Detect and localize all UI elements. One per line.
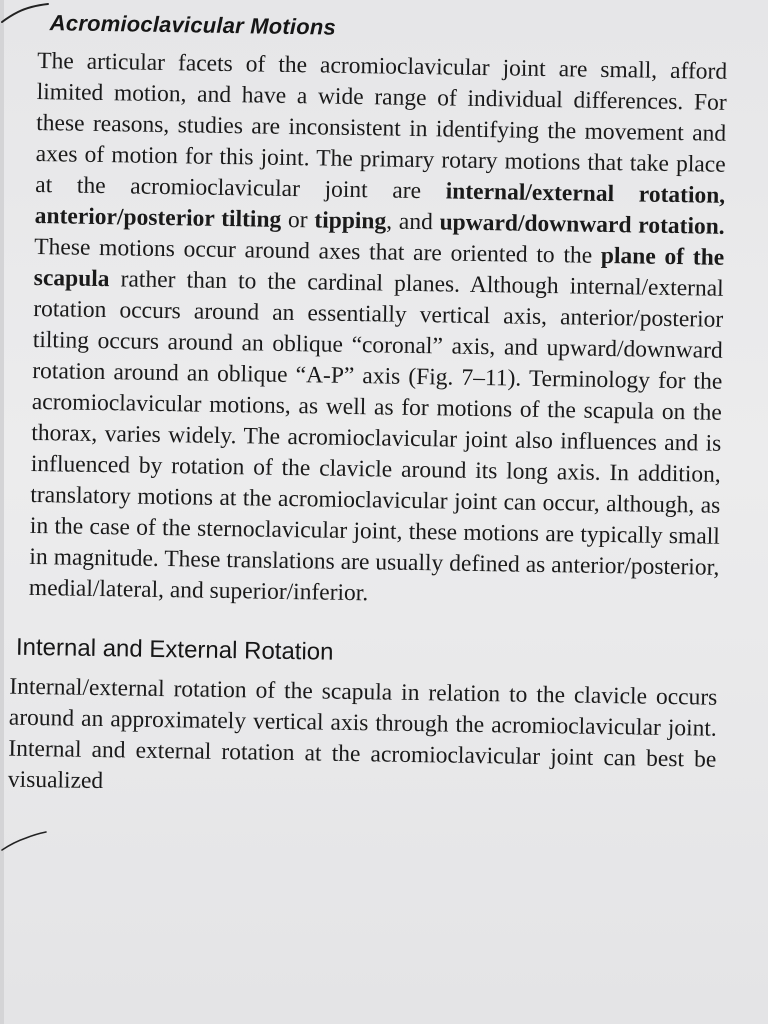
paragraph-run: The articular facets of the acromioclavicular joint are small, afford limited motion, and have a wide range of individual differences. For these reasons, studies are inconsistent in identifying the movement and axes of motion for this joint. The primary rotary motions that take place at the acromioclavicular joint are	[35, 47, 728, 205]
bold-term: plane of the scapula	[33, 242, 725, 293]
bold-term: upward/downward rotation.	[439, 209, 725, 240]
section-paragraph	[29, 46, 728, 615]
section-heading: Acromioclavicular Motions	[49, 10, 337, 40]
page-content	[7, 10, 728, 807]
page-edge	[0, 0, 4, 1024]
bold-term: tipping	[314, 207, 387, 235]
paragraph-run: rather than to the cardinal planes. Although internal/external rotation occurs around an essentially vertical axis, anterior/posterior tilting occurs around an oblique “coronal” axis, and upward/downward rotation around an oblique “A-P” axis (Fig. 7–11). Terminology for the acromioclavicular motions, as well as for motions of the scapula on the thorax, varies widely. The acromioclavicular joint also influences and is influenced by rotation of the clavicle around its long axis. In addition, translatory motions at the acromioclavicular joint can occur, although, as in the case of the sternoclavicular joint, these motions are typically small in magnitude. These translations are usually defined as anterior/posterior, medial/lateral, and superior/inferior.	[28, 266, 724, 607]
bold-term: internal/external rotation, anterior/posterior tilting	[34, 178, 726, 233]
paragraph-run: These motions occur around axes that are oriented to the	[34, 233, 602, 269]
pen-margin-mark-icon	[0, 820, 50, 860]
paragraph-run: or	[281, 206, 315, 234]
subsection-paragraph: Internal/external rotation of the scapula in relation to the clavicle occurs around an approximately vertical axis through the acromioclavicular joint. Internal and external rotation at the acromioclavicular joint can best be visualized	[7, 673, 718, 795]
paragraph-run: , and	[386, 208, 440, 236]
subsection-heading: Internal and External Rotation	[15, 633, 334, 666]
